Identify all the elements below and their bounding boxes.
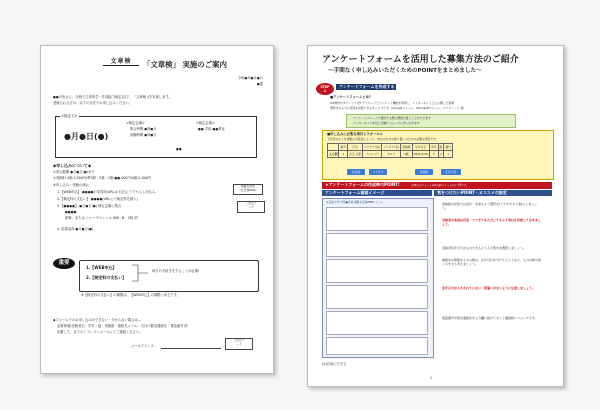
section-1-bar: [336, 84, 396, 90]
exam-info-box: [55, 116, 257, 158]
tip-4: 複数名の情報を入力の際は、生年月日を分けてもらうなど、入力の際の使いやすさも考えましょう。: [442, 258, 542, 266]
table-corner-cell: [328, 144, 339, 151]
step-label: STEP: [320, 85, 330, 89]
step-number: 1: [323, 89, 327, 93]
venue-label: <検定会場>: [196, 121, 215, 125]
bunshoken-logo: [103, 56, 139, 72]
form-mock-title: 文章検 中学 令和●年度 後期文章検WEBフォーム: [326, 201, 384, 204]
benefit-box: [346, 114, 516, 128]
field-chip-birthday: 生年月日: [441, 169, 461, 175]
important-item-2: 2.【検定料の支払い】: [86, 275, 127, 280]
flow-step-1: 1.【WEB申込】 ●●●●の学習用(URLは下記)にアクセスし申込み: [57, 190, 156, 194]
form-mock-field: [326, 207, 428, 231]
qr-code-tag-1-line1: 二次元コ: [245, 201, 257, 205]
right-document-page: [307, 45, 564, 387]
field-chip-kana: フリガナ: [369, 169, 387, 175]
sub-header-right: [434, 190, 552, 196]
table-cell: 文章 太郎: [349, 152, 362, 156]
table-cell: ブンショウ: [363, 151, 382, 158]
form-mock-field: [326, 233, 428, 257]
mail-label: メールアドレス: [131, 344, 154, 348]
page-number: 1: [430, 376, 433, 380]
alt-contact-line-2: 必要事項(受検者名・学年・組・受検級・連絡先メール・当日の緊急連絡先・電話番号)を: [57, 324, 189, 328]
web-link-tag-line2: (文章検Web): [239, 187, 257, 192]
tip-1: 受検級の記述では受付・出来るよう選択式(ラジオボタン等)にしましょう。: [442, 202, 538, 210]
step-1-badge: [316, 83, 334, 95]
qr-code-tag-2: [225, 338, 253, 350]
table-header-cell: 学年: [430, 145, 437, 149]
sub-header-left: [322, 190, 432, 196]
required-items-heading: ■申し込みに必要な項目とスカールル: [327, 132, 383, 136]
sub-header-left-label: アンケートフォーム画面イメージ: [325, 190, 385, 195]
what-is-form-label: ■アンケートフォームとは?: [330, 95, 371, 99]
intro-line-2: 受検される方は、以下の方法でお申し込みください。: [53, 101, 133, 105]
table-header-cell: 番号: [445, 145, 451, 149]
department: ●課: [256, 82, 263, 86]
form-mock-field: [326, 311, 428, 335]
box-note: ●●: [176, 147, 182, 151]
exam-date: ●月●日(●): [64, 132, 109, 141]
important-badge: 重要: [53, 258, 75, 269]
alt-contact-line-1: ◆フォームでのお申し込みができない・分からない場合は…: [53, 318, 142, 322]
benefit-line-2: インターネット申込と同様にスムーズに申し込めます: [353, 121, 420, 125]
tip-3: 受検者生年月日が入力できるよう入力形式を選択しましょう。: [442, 246, 527, 250]
apply-flow: ③申し込み・受検の流れ: [53, 183, 89, 187]
guide-title: アンケートフォームを活用した募集方法のご紹介: [322, 55, 519, 65]
form-mock-field: [326, 259, 428, 283]
qr-code-tag-2-line2: ード: [236, 341, 242, 346]
required-items-box: [322, 130, 554, 180]
flow-step-3-items: 鉛筆、または シャープペンシル (HB・B・2B) 消: [65, 216, 138, 220]
point-bar-note: お申込みフォーム(Googleフォーム)の一例です。: [411, 184, 469, 187]
required-items-desc: 下記表のような情報は当協会にとって、申込のための取り扱いのための必要な項目です。: [327, 137, 439, 141]
table-row-label: 入力例: [329, 152, 338, 156]
flow-step-3: 3.【●●●●】 ●月●日(●) 検定会場に集合: [57, 204, 122, 208]
form-screen-mock: [322, 198, 434, 358]
sub-header-right-label: 気をつけたいPOINT・オススメの設定: [437, 190, 507, 195]
mail-underline: [161, 348, 221, 349]
table-header-cell: 氏名: [348, 144, 363, 151]
web-link-tag-line1: 掲載を追加: [241, 184, 255, 188]
form-desc-1: ICT教材やタブレット内でアンケートとアンケート機能を利用し、インターネット上に公開した質問: [330, 101, 455, 105]
field-chip-grade: 受検級: [415, 169, 433, 175]
gather-time: 集合時間 ●時●分: [130, 127, 157, 131]
form-mock-field: [326, 285, 428, 309]
qr-code-tag-1-line2: ード: [248, 204, 254, 209]
table-cell: 2001/5/30: [413, 152, 428, 156]
required-items-table: [327, 143, 453, 158]
alt-contact-line-3: 記載して、以下のアドレスへメールにてご連絡ください。: [57, 330, 143, 334]
form-desc-2: 票形式の入力に回答を収集できるサービスです。(Googleフォーム、Microsoftフォーム、ロイロノート 等): [330, 106, 465, 110]
table-header-cell: 番号: [340, 145, 347, 149]
table-cell: 2: [438, 151, 444, 158]
intro-line-1: ●●の皆さん、全校で主体的学・作成能力検定(以下、「文章検」)を実施します。: [53, 95, 172, 99]
apply-period: ①申込期間 ●月●日(●)まで: [53, 170, 95, 174]
table-header-cell: 組: [439, 145, 443, 149]
web-link-tag: [233, 184, 263, 195]
table-cell: 1: [339, 151, 348, 158]
flow-step-2: 2.【検定料の支払い】 ●●●●(URLにて検定料を納入): [57, 197, 138, 201]
qr-code-tag-1: [237, 201, 265, 213]
date-line: 令和●年●月●日: [237, 76, 263, 80]
section-1-title: アンケートフォームを作成する: [339, 84, 395, 89]
field-chip-name: お名前: [347, 169, 365, 175]
important-box: [79, 260, 259, 292]
point-bar-title: ★アンケートフォームの作成時のPOINT!: [325, 182, 400, 187]
apply-header: ◆申し込みについて◆: [53, 163, 92, 168]
table-header-cell: 生年月日: [412, 144, 429, 151]
bracket-icon: [130, 264, 150, 282]
table-header-cell: 受検級: [402, 145, 411, 149]
point-bar: [322, 182, 552, 189]
flow-step-3-sub: ●●●●: [65, 210, 77, 214]
tip-2: 受検者の名前は氏名・フリガナを入力してもらう項目を用意しておきましょう。: [442, 218, 541, 226]
tip-5: 生年月日が入力されていない・間違いがないように注意しましょう。: [442, 286, 536, 290]
guide-subtitle: ～手間なく申し込みいただくためのPOINTをまとめました～: [328, 68, 482, 74]
table-header-cell: フリガナ(名): [383, 145, 400, 149]
logo-text: 文章検: [103, 56, 139, 66]
table-header-cell: フリガナ(姓): [364, 145, 381, 149]
benefit-line-1: アンケートフォームで提出する個人情報を扱うことができます: [353, 116, 431, 120]
important-note: 両方の手続きをすることが必要!: [152, 269, 200, 273]
table-cell: タロウ: [382, 151, 401, 158]
apply-fee: ②受検料 4級:2,000円/準3級・3級・2級:●●,000円/4級:2,000円: [53, 176, 152, 180]
table-cell: 1: [444, 151, 453, 158]
place-label: <検定会場>: [126, 121, 145, 125]
flow-step-4: 4. 結果返却 ●月●日(●): [57, 227, 94, 231]
form-mock-field: [326, 337, 428, 355]
table-header-row: [328, 144, 453, 151]
exam-time: 試験時間 ●時●分: [130, 133, 157, 137]
qr-code-tag-2-line1: 二次元コ: [233, 338, 245, 342]
left-document-page: [40, 45, 274, 374]
table-row: [328, 151, 453, 158]
important-footer: ※【検定料の支払い】の期限は、【WEB申込】の期限と同じです。: [81, 293, 181, 297]
document-title: 「文章検」 実施のご案内: [143, 60, 227, 69]
tip-6: 電話番号や緊急連絡先を入力欄に設けておくと連絡時にスムーズです。: [442, 316, 538, 320]
exam-date-label: <検定日>: [61, 114, 78, 118]
important-item-1: 1.【WEB申込】: [86, 265, 117, 270]
footer-note: (2)自前にできる: [322, 362, 347, 366]
venue-room: ●● 学校 ●●教室: [198, 127, 225, 131]
table-cell: 3級: [401, 151, 412, 158]
table-cell: 3: [429, 151, 438, 158]
